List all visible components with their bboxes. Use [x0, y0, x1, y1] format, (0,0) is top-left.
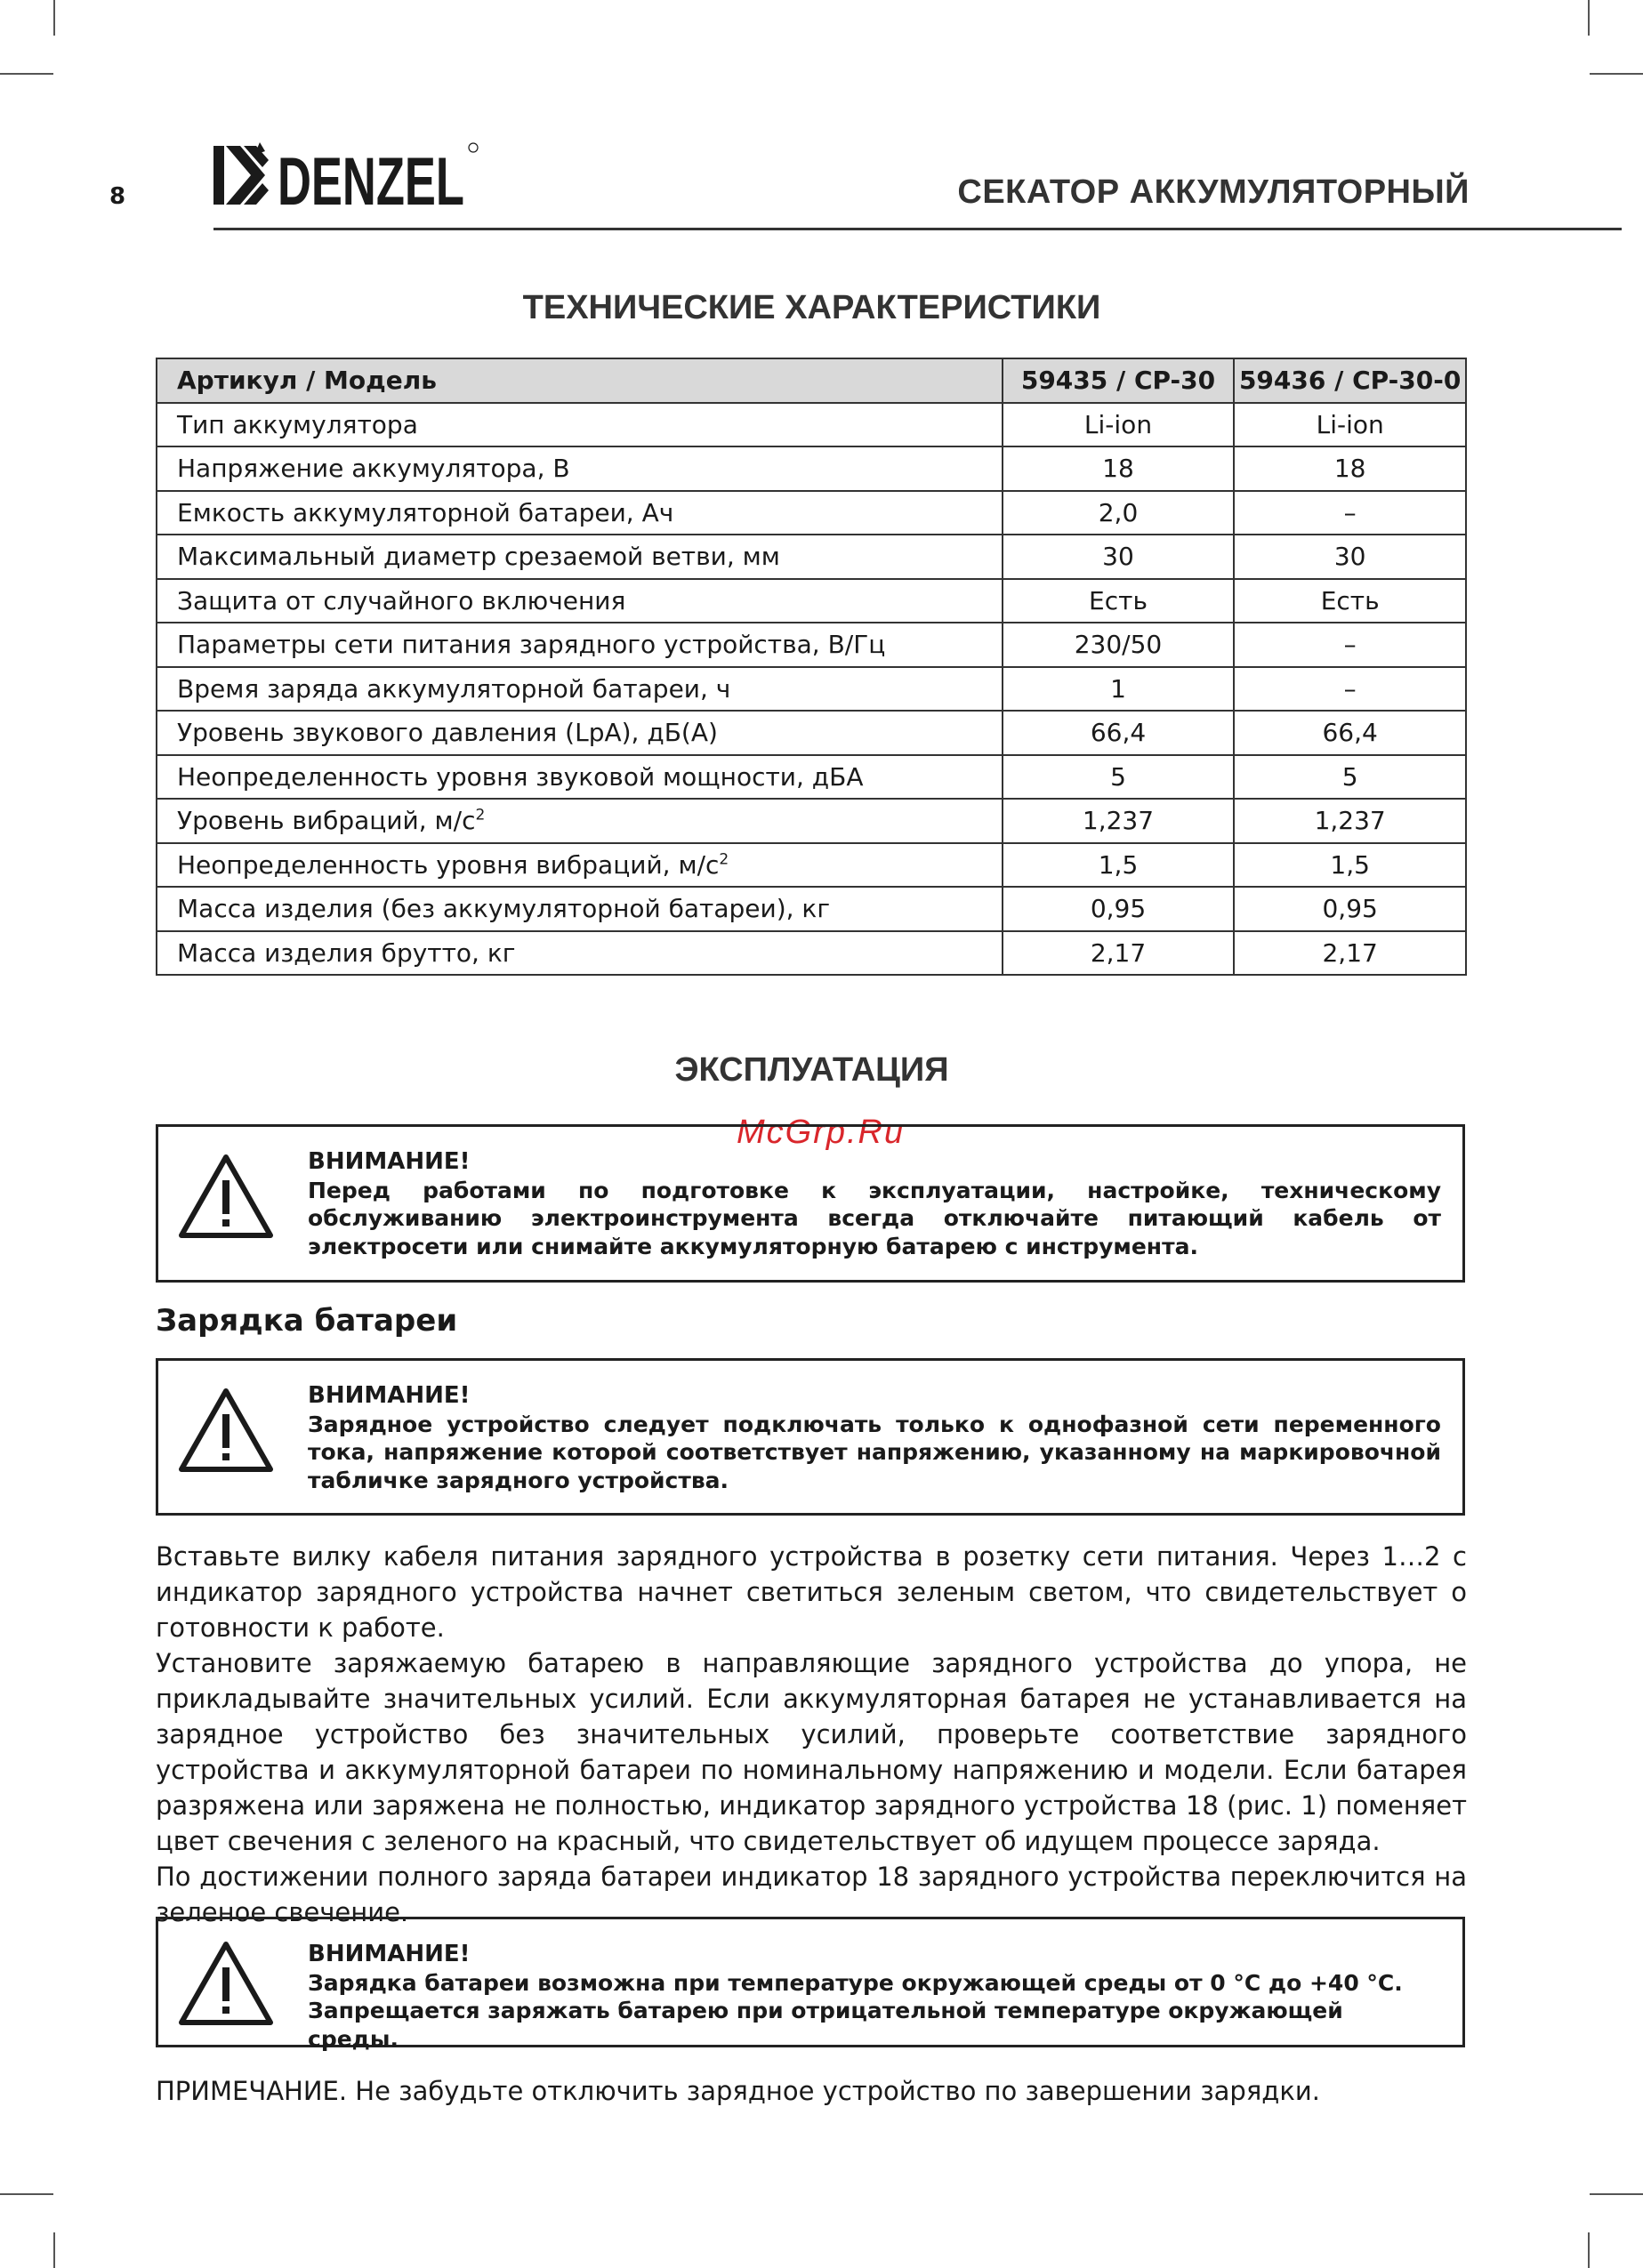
- table-row: [157, 491, 1466, 535]
- row-value: Есть: [1234, 579, 1466, 623]
- row-value: 1,237: [1234, 799, 1466, 843]
- warning-heading: ВНИМАНИЕ!: [308, 1382, 471, 1409]
- row-value: 66,4: [1003, 711, 1235, 755]
- header-rule-extension: [1570, 228, 1622, 230]
- row-value: –: [1234, 623, 1466, 667]
- header-cell: Артикул / Модель: [157, 358, 1003, 403]
- table-header-row: [157, 358, 1466, 403]
- warning-icon: [178, 1154, 274, 1239]
- watermark: McGrp.Ru: [737, 1114, 906, 1151]
- row-label: Неопределенность уровня звуковой мощности, дБА: [157, 755, 1003, 800]
- table-row: [157, 755, 1466, 800]
- header-rule: [213, 228, 1570, 230]
- row-value: 1,237: [1003, 799, 1235, 843]
- row-value: 1,5: [1234, 843, 1466, 888]
- warning-icon: [178, 1387, 274, 1473]
- warning-box: [156, 1124, 1465, 1283]
- row-label: Тип аккумулятора: [157, 403, 1003, 447]
- warning-text: [308, 1382, 1441, 1494]
- superscript: 2: [719, 850, 729, 869]
- row-value: 2,17: [1003, 931, 1235, 976]
- row-label: Масса изделия (без аккумуляторной батареи), кг: [157, 887, 1003, 931]
- table-row: [157, 403, 1466, 447]
- row-value: 5: [1003, 755, 1235, 800]
- header-cell: 59435 / CP-30: [1003, 358, 1235, 403]
- crop-mark: [1588, 0, 1590, 36]
- document-title: СЕКАТОР АККУМУЛЯТОРНЫЙ: [957, 173, 1470, 211]
- paragraph: Установите заряжаемую батарею в направляющие зарядного устройства до упора, не прикладывайте значительных усилий. Если аккумуляторная батарея не устанавливается на зарядное устройство без значительных усилий, проверьте соответствие зарядного устройства и аккумуляторной батареи по номинальному напряжению и модели. Если батарея разряжена или заряжена не полностью, индикатор зарядного устройства 18 (рис. 1) поменяет цвет свечения с зеленого на красный, что свидетельствует об идущем процессе заряда.: [156, 1648, 1467, 1856]
- row-value: 0,95: [1234, 887, 1466, 931]
- row-label: Защита от случайного включения: [157, 579, 1003, 623]
- row-label: Параметры сети питания зарядного устройства, В/Гц: [157, 623, 1003, 667]
- row-label: Время заряда аккумуляторной батареи, ч: [157, 667, 1003, 712]
- table-row: [157, 843, 1466, 888]
- row-value: Есть: [1003, 579, 1235, 623]
- row-value: 2,0: [1003, 491, 1235, 535]
- header-cell: 59436 / CP-30-0: [1234, 358, 1466, 403]
- row-value: 5: [1234, 755, 1466, 800]
- warning-body: Перед работами по подготовке к эксплуатации, настройке, техническому обслуживанию электроинструмента всегда отключайте питающий кабель от электросети или снимайте аккумуляторную батарею с инструмента.: [308, 1177, 1441, 1259]
- specs-table: [156, 358, 1467, 976]
- page-number: 8: [109, 183, 126, 210]
- row-value: 1,5: [1003, 843, 1235, 888]
- warning-box: [156, 1917, 1465, 2052]
- row-value: 0,95: [1003, 887, 1235, 931]
- warning-text: [308, 1148, 1441, 1260]
- note-text: ПРИМЕЧАНИЕ. Не забудьте отключить зарядное устройство по завершении зарядки.: [156, 2076, 1320, 2106]
- crop-mark: [53, 2232, 55, 2268]
- brand-logo: [213, 139, 480, 220]
- row-value: Li-ion: [1234, 403, 1466, 447]
- row-value: Li-ion: [1003, 403, 1235, 447]
- crop-mark: [1588, 2232, 1590, 2268]
- crop-mark: [0, 2193, 53, 2195]
- row-value: 18: [1234, 446, 1466, 491]
- charging-instructions: [156, 1539, 1467, 1930]
- row-label: Уровень звукового давления (LpA), дБ(А): [157, 711, 1003, 755]
- row-label: Уровень вибраций, $м/с^2$: [157, 799, 1003, 843]
- table-row: [157, 446, 1466, 491]
- warning-box: [156, 1358, 1465, 1516]
- row-value: 2,17: [1234, 931, 1466, 976]
- crop-mark: [1590, 2193, 1643, 2195]
- warning-text: [308, 1941, 1441, 2053]
- superscript: 2: [475, 806, 486, 824]
- table-row: [157, 887, 1466, 931]
- table-row: [157, 623, 1466, 667]
- paragraph: По достижении полного заряда батареи индикатор 18 зарядного устройства переключится на зеленое свечение.: [156, 1862, 1467, 1927]
- crop-mark: [53, 0, 55, 36]
- row-value: 1: [1003, 667, 1235, 712]
- warning-icon: [178, 1941, 274, 2026]
- warning-body: Зарядное устройство следует подключать только к однофазной сети переменного тока, напряжение которой соответствует напряжению, указанному на маркировочной табличке зарядного устройства.: [308, 1411, 1441, 1493]
- row-value: 30: [1003, 535, 1235, 579]
- row-label: Неопределенность уровня вибраций, $м/с^2$: [157, 843, 1003, 888]
- row-label: Емкость аккумуляторной батареи, Ач: [157, 491, 1003, 535]
- table-row: [157, 667, 1466, 712]
- row-value: 30: [1234, 535, 1466, 579]
- operation-title: ЭКСПЛУАТАЦИЯ: [674, 1051, 949, 1089]
- table-row: [157, 579, 1466, 623]
- row-value: 18: [1003, 446, 1235, 491]
- paragraph: Вставьте вилку кабеля питания зарядного устройства в розетку сети питания. Через 1…2 с индикатор зарядного устройства начнет светиться зеленым светом, что свидетельствует о готовности к работе.: [156, 1541, 1467, 1643]
- specs-title: ТЕХНИЧЕСКИЕ ХАРАКТЕРИСТИКИ: [522, 289, 1101, 326]
- warning-heading: ВНИМАНИЕ!: [308, 1941, 471, 1967]
- warning-line: Запрещается заряжать батарею при отрицательной температуре окружающей среды.: [308, 1998, 1343, 2052]
- charging-title: Зарядка батареи: [156, 1303, 458, 1339]
- row-value: 66,4: [1234, 711, 1466, 755]
- brand-name: DENZEL: [278, 144, 464, 220]
- row-value: 230/50: [1003, 623, 1235, 667]
- warning-line: Зарядка батареи возможна при температуре окружающей среды от 0 °С до +40 °С.: [308, 1969, 1403, 1996]
- warning-heading: ВНИМАНИЕ!: [308, 1148, 471, 1175]
- table-row: [157, 931, 1466, 976]
- row-value: –: [1234, 491, 1466, 535]
- crop-mark: [0, 73, 53, 75]
- table-row: [157, 711, 1466, 755]
- row-label: Напряжение аккумулятора, В: [157, 446, 1003, 491]
- row-label: Масса изделия брутто, кг: [157, 931, 1003, 976]
- crop-mark: [1590, 73, 1643, 75]
- row-label: Максимальный диаметр срезаемой ветви, мм: [157, 535, 1003, 579]
- table-row: [157, 799, 1466, 843]
- table-row: [157, 535, 1466, 579]
- row-value: –: [1234, 667, 1466, 712]
